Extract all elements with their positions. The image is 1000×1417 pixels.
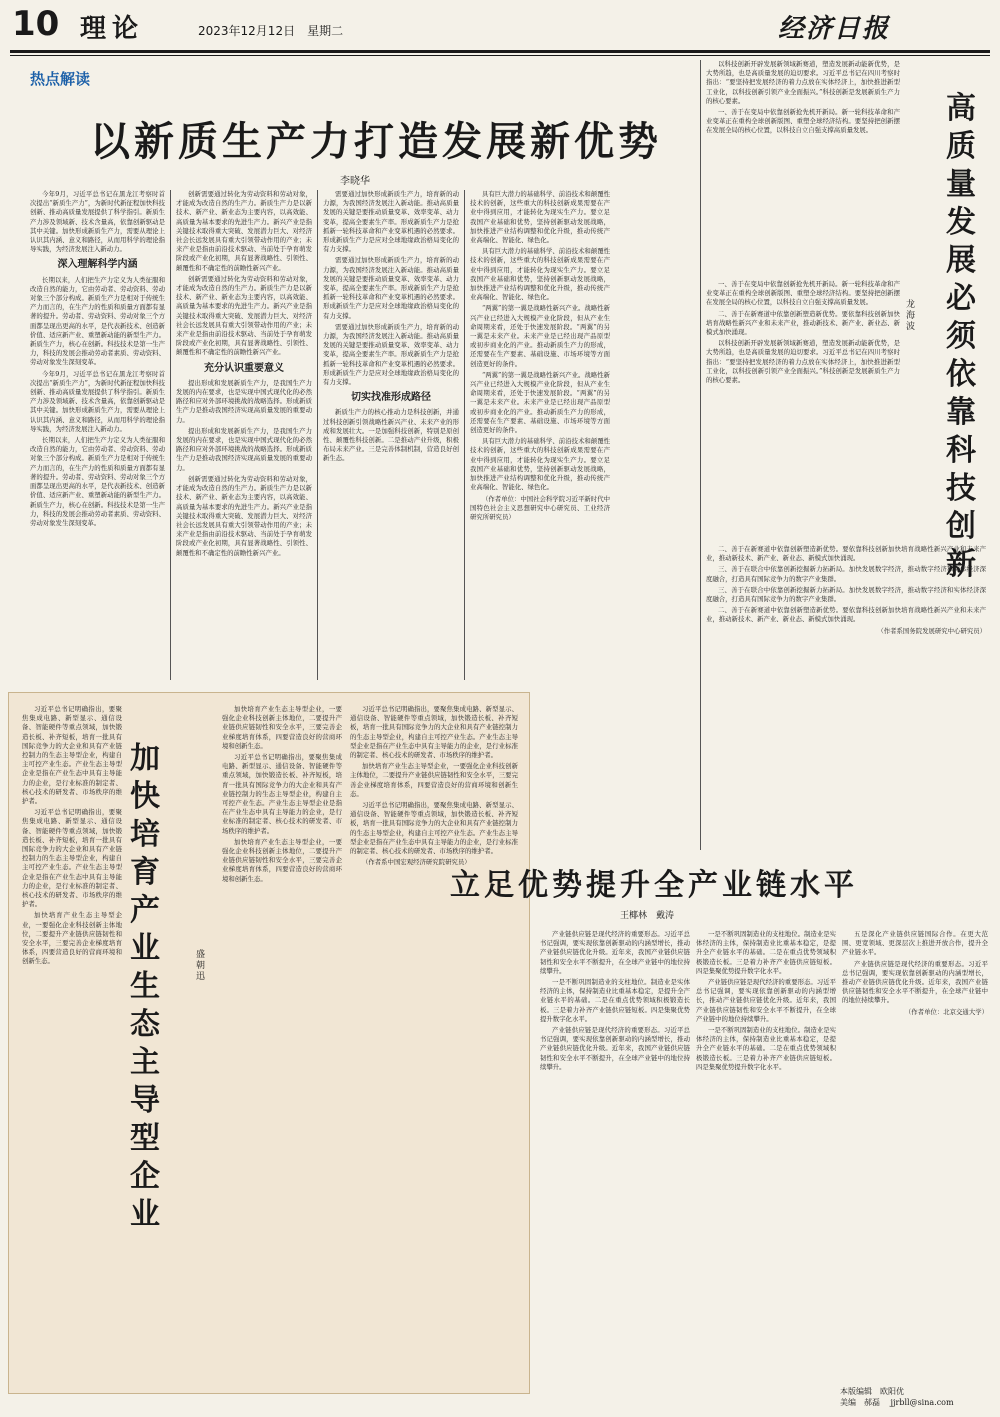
contact-email: jjrbll@sina.com xyxy=(890,1398,954,1407)
paragraph: 三、善于在联合中依靠创新挖掘新力拓新局。加快发展数字经济，推动数字经济和实体经济深度融合，打造具有国际竞争力的数字产业集群。 xyxy=(706,585,986,604)
right-column-mid xyxy=(706,280,900,540)
paragraph: 今年9月，习近平总书记在黑龙江考察时首次提出“新质生产力”，为新时代新征程加快科技创新、推动高质量发展提供了科学指引。新质生产力涉及领域新、技术含量高，依靠创新驱动是其中关键。加快形成新质生产力，需要从理论上认识其内涵、意义和路径，从而用科学的理论指导实践，为经济发展注入新动力。 xyxy=(30,369,165,433)
right-column-bottom xyxy=(706,545,986,845)
bottom-headline: 立足优势提升全产业链水平 xyxy=(450,868,858,903)
paragraph: 加快培育产业生态主导型企业，一要强化企业科技创新主体地位，二要提升产业链供应链韧性和安全水平，三要完善企业梯度培育体系，四要营造良好的营商环境和创新生态。 xyxy=(350,762,518,798)
paragraph: 一是不断巩固制造业的支柱地位。制造业是实体经济的主体，保持制造业比重基本稳定，是提升全产业链水平的基础。二是在重点优势领域积极锻造长板。三是着力补齐产业链供应链短板。四是集聚优势提升数字化水平。 xyxy=(540,978,690,1023)
column-divider xyxy=(170,190,171,680)
right-byline: 龙海波 xyxy=(906,300,916,332)
author-note: （作者单位：中国社会科学院习近平新时代中国特色社会主义思想研究中心研究员、工业经济研究所研究员） xyxy=(470,494,610,521)
paragraph: 具有巨大潜力的基础科学、前沿技术和颠覆性技术的创新，这些重大的科技创新成果需要在产业中得到应用，才能转化为现实生产力。要立足我国产业基础和优势，坚持创新驱动发展战略，加快推进产业结构调整和优化升级，推动传统产业高端化、智能化、绿色化。 xyxy=(470,190,610,245)
paragraph: “两翼”的第一翼是战略性新兴产业。战略性新兴产业已经进入大规模产业化阶段，但从产业生命周期来看，还处于快速发展阶段。“两翼”的另一翼是未来产业。未来产业是已经出现产品原型或初步商业化的产业。推动新质生产力的形成，还需要在生产要素、基础设施、市场环境等方面创造更好的条件。 xyxy=(470,370,610,435)
column-divider xyxy=(464,190,465,680)
paragraph: 习近平总书记明确指出，要聚焦集成电路、新型显示、通信设备、智能硬件等重点领域，加快锻造长板、补齐短板，培育一批具有国际竞争力的大企业和具有产业链控制力的生态主导型企业，构建自主可控产业生态。产业生态主导型企业是指在产业生态中具有主导能力的企业，是行业标准的制定者、核心技术的研发者、市场秩序的维护者。 xyxy=(350,801,518,856)
page-number: 10 xyxy=(12,4,60,44)
paragraph: 产业链供应链是现代经济的重要形态。习近平总书记强调，要实现依靠创新驱动的内涵型增长，推动产业链供应链优化升级。近年来，我国产业链供应链韧性和安全水平不断提升，在全球产业链中的地位持续攀升。 xyxy=(540,930,690,975)
main-column-1 xyxy=(30,190,165,680)
paragraph: 习近平总书记明确指出，要聚焦集成电路、新型显示、通信设备、智能硬件等重点领域，加快锻造长板、补齐短板，培育一批具有国际竞争力的大企业和具有产业链控制力的生态主导型企业，构建自主可控产业生态。产业生态主导型企业是指在产业生态中具有主导能力的企业，是行业标准的制定者、核心技术的研发者、市场秩序的维护者。 xyxy=(222,753,342,835)
paragraph: 新质生产力的核心推动力是科技创新，并通过科技创新引领战略性新兴产业、未来产业的形成和发展壮大。一是加强科技创新，特别是原创性、颠覆性科技创新。二是推动产业升级，积极布局未来产业。三是完善体制机制，营造良好创新生态。 xyxy=(323,408,459,463)
paragraph: 一是不断巩固制造业的支柱地位。制造业是实体经济的主体，保持制造业比重基本稳定，是提升全产业链水平的基础。二是在重点优势领域积极锻造长板。三是着力补齐产业链供应链短板。四是集聚优势提升数字化水平。 xyxy=(696,930,836,975)
paragraph: 创新需要通过转化为劳动资料和劳动对象，才能成为改造自然的生产力。新质生产力是以新技术、新产业、新业态为主要内容，以高效能、高质量为基本要求的先进生产力。新兴产业是指关键技术取得重大突破、发展潜力巨大、对经济社会长远发展具有重大引领带动作用的产业；未来产业是指由前沿技术驱动、当前处于孕育萌发阶段或产业化初期，具有显著战略性、引领性、颠覆性和不确定性的前瞻性新兴产业。 xyxy=(176,190,312,272)
paragraph: 二、善于在新赛道中依靠创新塑造新优势。要依靠科技创新加快培育战略性新兴产业和未来产业，推动新技术、新产业、新业态、新模式加快涌现。 xyxy=(706,606,986,624)
paragraph: 提出形成和发展新质生产力，是我国生产力发展的内在要求，也是实现中国式现代化的必然路径和应对外部环境挑战的战略选择。形成新质生产力是推动我国经济实现高质量发展的重要动力。 xyxy=(176,426,312,472)
paragraph: 二、善于在新赛道中依靠创新塑造新优势。要依靠科技创新加快培育战略性新兴产业和未来产业，推动新技术、新产业、新业态、新模式加快涌现。 xyxy=(706,309,900,337)
main-column-2 xyxy=(176,190,312,680)
paragraph: 产业链供应链是现代经济的重要形态。习近平总书记强调，要实现依靠创新驱动的内涵型增长，推动产业链供应链优化升级。近年来，我国产业链供应链韧性和安全水平不断提升，在全球产业链中的地位持续攀升。 xyxy=(540,1026,690,1071)
editor-credits xyxy=(840,1386,954,1408)
column-divider xyxy=(317,190,318,680)
bottom-column-3 xyxy=(842,930,988,1370)
bottom-column-1 xyxy=(540,930,690,1390)
subhead-1: 深入理解科学内涵 xyxy=(57,259,138,271)
sidebar-column-2 xyxy=(222,705,342,1385)
column-divider xyxy=(700,60,701,850)
sidebar-headline: 加快培育产业生态主导型企业 xyxy=(130,741,160,1232)
designer-name: 美编 郝磊 xyxy=(840,1398,880,1407)
paragraph: 产业链供应链是现代经济的重要形态。习近平总书记强调，要实现依靠创新驱动的内涵型增长，推动产业链供应链优化升级。近年来，我国产业链供应链韧性和安全水平不断提升，在全球产业链中的地位持续攀升。 xyxy=(696,978,836,1023)
paragraph: 提出形成和发展新质生产力，是我国生产力发展的内在要求，也是实现中国式现代化的必然路径和应对外部环境挑战的战略选择。形成新质生产力是推动我国经济实现高质量发展的重要动力。 xyxy=(176,378,312,424)
paragraph: 长期以来，人们把生产力定义为人类征服和改造自然的能力，它由劳动者、劳动资料、劳动对象三个部分构成。新质生产力是相对于传统生产力而言的，在生产力的性质和质量方面都有显著的提升。劳动者、劳动资料、劳动对象三个方面都呈现出更高的水平，是代表新技术、创造新价值、适应新产业、重塑新动能的新型生产力。新质生产力，核心在创新。科技技术是第一生产力，科技的发展会推动劳动者素质、劳动资料、劳动对象发生深刻变革。 xyxy=(30,436,165,527)
paragraph: 今年9月，习近平总书记在黑龙江考察时首次提出“新质生产力”，为新时代新征程加快科技创新、推动高质量发展提供了科学指引。新质生产力涉及领域新、技术含量高，依靠创新驱动是其中关键。加快形成新质生产力，需要从理论上认识其内涵、意义和路径，从而用科学的理论指导实践，为经济发展注入新动力。 xyxy=(30,190,165,254)
sidebar-column-3 xyxy=(350,705,518,1385)
bottom-byline: 王椰林 戴涛 xyxy=(620,911,675,921)
editor-name: 本版编辑 欧阳优 xyxy=(840,1387,904,1396)
paragraph: 加快培育产业生态主导型企业，一要强化企业科技创新主体地位，二要提升产业链供应链韧性和安全水平，三要完善企业梯度培育体系，四要营造良好的营商环境和创新生态。 xyxy=(22,911,122,966)
issue-date: 2023年12月12日 星期二 xyxy=(198,24,344,38)
newspaper-logo: 经济日报 xyxy=(777,14,890,44)
paragraph: 加快培育产业生态主导型企业，一要强化企业科技创新主体地位，二要提升产业链供应链韧性和安全水平，三要完善企业梯度培育体系，四要营造良好的营商环境和创新生态。 xyxy=(222,837,342,883)
paragraph: 创新需要通过转化为劳动资料和劳动对象，才能成为改造自然的生产力。新质生产力是以新技术、新产业、新业态为主要内容，以高效能、高质量为基本要求的先进生产力。新兴产业是指关键技术取得重大突破、发展潜力巨大、对经济社会长远发展具有重大引领带动作用的产业；未来产业是指由前沿技术驱动、当前处于孕育萌发阶段或产业化初期，具有显著战略性、引领性、颠覆性和不确定性的前瞻性新兴产业。 xyxy=(176,274,312,357)
main-byline: 李晓华 xyxy=(340,176,370,187)
paragraph: 需要通过加快形成新质生产力，培育新的动力源，为我国经济发展注入新动能。推动高质量发展的关键是要推动质量变革、效率变革、动力变革，提高全要素生产率。形成新质生产力是抢抓新一轮科技革命和产业变革机遇的必然要求。形成新质生产力是应对全球地缘政治格局变化的有力支撑。 xyxy=(323,190,459,254)
paragraph: 二、善于在新赛道中依靠创新塑造新优势。要依靠科技创新加快培育战略性新兴产业和未来产业，推动新技术、新产业、新业态、新模式加快涌现。 xyxy=(706,545,986,563)
subhead-2: 充分认识重要意义 xyxy=(204,362,284,374)
paragraph: 需要通过加快形成新质生产力，培育新的动力源，为我国经济发展注入新动能。推动高质量发展的关键是要推动质量变革、效率变革、动力变革，提高全要素生产率。形成新质生产力是抢抓新一轮科技革命和产业变革机遇的必然要求。形成新质生产力是应对全球地缘政治格局变化的有力支撑。 xyxy=(323,256,459,320)
paragraph: 加快培育产业生态主导型企业，一要强化企业科技创新主体地位，二要提升产业链供应链韧性和安全水平，三要完善企业梯度培育体系，四要营造良好的营商环境和创新生态。 xyxy=(222,705,342,750)
main-column-3 xyxy=(323,190,459,680)
paragraph: 需要通过加快形成新质生产力，培育新的动力源，为我国经济发展注入新动能。推动高质量发展的关键是要推动质量变革、效率变革、动力变革，提高全要素生产率。形成新质生产力是抢抓新一轮科技革命和产业变革机遇的必然要求。形成新质生产力是应对全球地缘政治格局变化的有力支撑。 xyxy=(323,322,459,387)
paragraph: 习近平总书记明确指出，要聚焦集成电路、新型显示、通信设备、智能硬件等重点领域，加快锻造长板、补齐短板，培育一批具有国际竞争力的大企业和具有产业链控制力的生态主导型企业，构建自主可控产业生态。产业生态主导型企业是指在产业生态中具有主导能力的企业，是行业标准的制定者、核心技术的研发者、市场秩序的维护者。 xyxy=(22,705,122,806)
paragraph: 一是不断巩固制造业的支柱地位。制造业是实体经济的主体，保持制造业比重基本稳定，是提升全产业链水平的基础。二是在重点优势领域积极锻造长板。三是着力补齐产业链供应链短板。四是集聚优势提升数字化水平。 xyxy=(696,1026,836,1071)
section-name: 理论 xyxy=(80,14,145,44)
masthead-rule-thin xyxy=(10,55,990,56)
bottom-column-2 xyxy=(696,930,836,1390)
paragraph: 具有巨大潜力的基础科学、前沿技术和颠覆性技术的创新，这些重大的科技创新成果需要在产业中得到应用，才能转化为现实生产力。要立足我国产业基础和优势，坚持创新驱动发展战略，加快推进产业结构调整和优化升级，推动传统产业高端化、智能化、绿色化。 xyxy=(470,437,610,492)
paragraph: 长期以来，人们把生产力定义为人类征服和改造自然的能力，它由劳动者、劳动资料、劳动对象三个部分构成。新质生产力是相对于传统生产力而言的，在生产力的性质和质量方面都有显著的提升。劳动者、劳动资料、劳动对象三个方面都呈现出更高的水平，是代表新技术、创造新价值、适应新产业、重塑新动能的新型生产力。新质生产力，核心在创新。科技技术是第一生产力，科技的发展会推动劳动者素质、劳动资料、劳动对象发生深刻变革。 xyxy=(30,275,165,367)
sidebar-byline: 盛朝迅 xyxy=(196,950,206,982)
paragraph: 创新需要通过转化为劳动资料和劳动对象，才能成为改造自然的生产力。新质生产力是以新技术、新产业、新业态为主要内容，以高效能、高质量为基本要求的先进生产力。新兴产业是指关键技术取得重大突破、发展潜力巨大、对经济社会长远发展具有重大引领带动作用的产业；未来产业是指由前沿技术驱动、当前处于孕育萌发阶段或产业化初期，具有显著战略性、引领性、颠覆性和不确定性的前瞻性新兴产业。 xyxy=(176,474,312,557)
right-headline: 高质量发展必须依靠科技创新 xyxy=(946,91,976,582)
right-column-top xyxy=(706,60,900,270)
paragraph: 一、善于在变局中依靠创新抢先机开新局。新一轮科技革命和产业变革正在重构全球创新版图、重塑全球经济结构。要坚持把创新摆在发展全局的核心位置，以科技自立自强支撑高质量发展。 xyxy=(706,280,900,307)
paragraph: 产业链供应链是现代经济的重要形态。习近平总书记强调，要实现依靠创新驱动的内涵型增长，推动产业链供应链优化升级。近年来，我国产业链供应链韧性和安全水平不断提升，在全球产业链中的地位持续攀升。 xyxy=(842,959,988,1005)
paragraph: 习近平总书记明确指出，要聚焦集成电路、新型显示、通信设备、智能硬件等重点领域，加快锻造长板、补齐短板，培育一批具有国际竞争力的大企业和具有产业链控制力的生态主导型企业，构建自主可控产业生态。产业生态主导型企业是指在产业生态中具有主导能力的企业，是行业标准的制定者、核心技术的研发者、市场秩序的维护者。 xyxy=(22,808,122,909)
paragraph: 习近平总书记明确指出，要聚焦集成电路、新型显示、通信设备、智能硬件等重点领域，加快锻造长板、补齐短板，培育一批具有国际竞争力的大企业和具有产业链控制力的生态主导型企业，构建自主可控产业生态。产业生态主导型企业是指在产业生态中具有主导能力的企业，是行业标准的制定者、核心技术的研发者、市场秩序的维护者。 xyxy=(350,705,518,760)
paragraph: 以科技创新开辟发展新领域新赛道，塑造发展新动能新优势，是大势所趋，也是高质量发展的迫切要求。习近平总书记在四川考察时指出：“要坚持把发展经济的着力点放在实体经济上，加快推进新型工业化，以科技创新引领产业全面振兴。”科技创新是发展新质生产力的核心要素。 xyxy=(706,339,900,385)
paragraph: 以科技创新开辟发展新领域新赛道，塑造发展新动能新优势，是大势所趋，也是高质量发展的迫切要求。习近平总书记在四川考察时指出：“要坚持把发展经济的着力点放在实体经济上，加快推进新型工业化，以科技创新引领产业全面振兴。”科技创新是发展新质生产力的核心要素。 xyxy=(706,60,900,105)
main-headline: 以新质生产力打造发展新优势 xyxy=(90,118,662,165)
author-note: （作者单位：北京交通大学） xyxy=(904,1007,988,1016)
paragraph: 具有巨大潜力的基础科学、前沿技术和颠覆性技术的创新，这些重大的科技创新成果需要在产业中得到应用，才能转化为现实生产力。要立足我国产业基础和优势，坚持创新驱动发展战略，加快推进产业结构调整和优化升级，推动传统产业高端化、智能化、绿色化。 xyxy=(470,247,610,302)
subhead-3: 切实找准形成路径 xyxy=(351,392,431,404)
hotspot-tag: 热点解读 xyxy=(30,70,91,88)
author-note: （作者系中国宏观经济研究院研究员） xyxy=(362,858,471,867)
paragraph: 一、善于在变局中依靠创新抢先机开新局。新一轮科技革命和产业变革正在重构全球创新版图、重塑全球经济结构。要坚持把创新摆在发展全局的核心位置，以科技自立自强支撑高质量发展。 xyxy=(706,108,900,135)
author-note: （作者系国务院发展研究中心研究员） xyxy=(877,626,986,635)
paragraph: “两翼”的第一翼是战略性新兴产业。战略性新兴产业已经进入大规模产业化阶段，但从产业生命周期来看，还处于快速发展阶段。“两翼”的另一翼是未来产业。未来产业是已经出现产品原型或初步商业化的产业。推动新质生产力的形成，还需要在生产要素、基础设施、市场环境等方面创造更好的条件。 xyxy=(470,304,610,368)
sidebar-column-1 xyxy=(22,705,122,1385)
masthead-rule xyxy=(10,50,990,53)
paragraph: 三、善于在联合中依靠创新挖掘新力拓新局。加快发展数字经济，推动数字经济和实体经济深度融合，打造具有国际竞争力的数字产业集群。 xyxy=(706,565,986,583)
paragraph: 五是深化产业链供应链国际合作。在更大范围、更宽领域、更深层次上推进开放合作，提升全产业链水平。 xyxy=(842,930,988,957)
